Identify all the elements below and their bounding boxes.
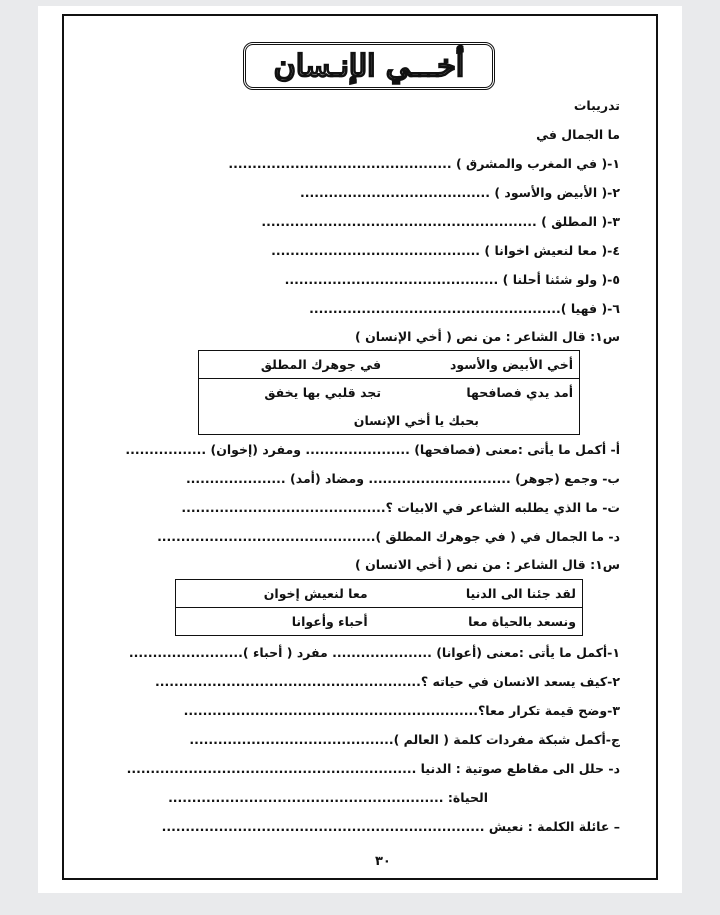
question-line: ١-أكمل ما يأتى :معنى (أعوانا) ..................... مفرد ( أحباء )........................ <box>128 645 620 660</box>
poem-verse: في جوهرك المطلق <box>199 351 388 379</box>
question-line: د- حلل الى مقاطع صوتية : الدنيا ............................................................. <box>126 761 620 776</box>
question-line: ب- وجمع (جوهر) .............................. ومضاد (أمد) ..................... <box>185 471 620 486</box>
poem-verse: تجد قلبي بها يخفق <box>199 379 388 407</box>
question-line: ٦-( فهيا )..................................................... <box>309 301 620 316</box>
question-line: ٢-كيف يسعد الانسان في حياته ؟........................................................ <box>155 674 620 689</box>
poem-table-2 <box>175 579 583 636</box>
question-line: ٣-( المطلق ) .......................................................... <box>261 214 620 229</box>
question-line: أ- أكمل ما يأتى :معنى (فصافحها) ...................... ومفرد (إخوان) ................. <box>125 442 620 457</box>
question-line: ١-( في المغرب والمشرق ) ............................................... <box>228 156 620 171</box>
poem-verse: أمد يدي فصافحها <box>387 379 579 407</box>
page-title: أخـــي الإنـسان <box>273 48 465 84</box>
question-line: ٢-( الأبيض والأسود ) ........................................ <box>300 185 620 200</box>
question-line: ٣-وضح قيمة تكرار معا؟.............................................................. <box>183 703 620 718</box>
poem-verse: أخي الأبيض والأسود <box>387 351 579 379</box>
question-line: ج-أكمل شبكة مفردات كلمة ( العالم )........................................... <box>189 732 620 747</box>
poem-verse: أحباء وأعوانا <box>176 608 374 636</box>
question-line: ت- ما الذي يطلبه الشاعر في الابيات ؟........................................... <box>181 500 620 515</box>
title-box <box>243 42 495 90</box>
question-line: د- ما الجمال في ( في جوهرك المطلق ).............................................. <box>157 529 620 544</box>
poem-verse: ونسعد بالحياة معا <box>374 608 583 636</box>
poem-verse: بحبك يا أخي الإنسان <box>199 407 580 435</box>
question-line: ٥-( ولو شئنا أحلنا ) ............................................. <box>284 272 620 287</box>
section-heading: تدريبات <box>573 98 620 113</box>
page-number: ٣٠ <box>375 854 391 869</box>
question-heading: س١: قال الشاعر : من نص ( أخي الإنسان ) <box>355 329 620 344</box>
poem-table-1 <box>198 350 580 435</box>
poem-verse: لقد جئنا الى الدنيا <box>374 580 583 608</box>
question-line: – عائلة الكلمة : نعيش .................................................................... <box>161 819 620 834</box>
poem-verse: معا لنعيش إخوان <box>176 580 374 608</box>
question-line: ٤-( معا لنعيش اخوانا ) ............................................ <box>271 243 620 258</box>
question-line: الحياة: .......................................................... <box>168 790 488 805</box>
worksheet-page <box>38 6 682 893</box>
question-heading: ما الجمال في <box>536 127 620 142</box>
question-heading: س١: قال الشاعر : من نص ( أخي الانسان ) <box>355 557 620 572</box>
page-frame <box>62 14 658 880</box>
